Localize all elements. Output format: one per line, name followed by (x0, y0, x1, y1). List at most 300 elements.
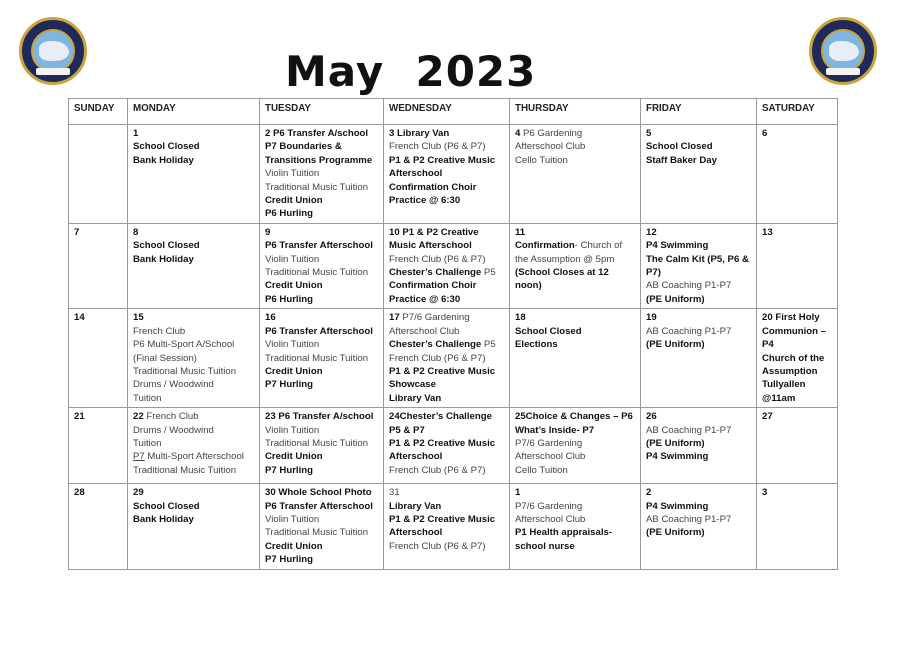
event-text: Confirmation Choir (389, 181, 477, 193)
event-line (389, 424, 505, 437)
event-text: Practice @ 6:30 (389, 293, 461, 305)
event-line (389, 500, 505, 513)
event-line (389, 526, 505, 539)
event-text: school nurse (515, 540, 575, 552)
day-cell (510, 484, 641, 569)
event-text-rest: P6 Gardening (520, 128, 583, 139)
week-row (69, 125, 838, 224)
event-text: Practice @ 6:30 (389, 195, 461, 207)
event-line (133, 365, 255, 378)
event-text: P1 & P2 Creative Music (389, 437, 496, 449)
event-line (389, 450, 505, 463)
event-text: 13 (762, 226, 773, 238)
day-number-line (389, 226, 505, 239)
event-line (265, 513, 379, 526)
event-line (265, 464, 379, 477)
day-header: THURSDAY (510, 99, 641, 125)
day-number-line (74, 311, 123, 324)
school-crest-left (19, 17, 87, 85)
event-line (762, 378, 833, 391)
event-text: P1 & P2 Creative Music (389, 154, 496, 166)
event-text: P7 Hurling (265, 464, 313, 476)
event-text: P7/6 Gardening (515, 437, 583, 449)
event-line (646, 279, 752, 292)
day-cell (260, 125, 384, 224)
day-cell (641, 408, 757, 484)
event-line (646, 450, 752, 463)
day-number-line (74, 486, 123, 499)
event-line (515, 154, 636, 167)
event-line (515, 513, 636, 526)
event-text: Afterschool Club (515, 451, 586, 463)
event-text: P7 Boundaries & (265, 141, 342, 153)
event-text: Afterschool (389, 451, 443, 463)
event-line (646, 154, 752, 167)
event-text: Violin Tuition (265, 339, 320, 351)
event-line (515, 526, 636, 539)
event-line (133, 500, 255, 513)
event-text: Afterschool Club (515, 141, 586, 153)
event-text: Tullyallen (762, 379, 806, 391)
event-line (646, 437, 752, 450)
day-number-line (133, 226, 255, 239)
day-cell (757, 309, 838, 408)
event-line (265, 378, 379, 391)
day-number-line (265, 127, 379, 140)
event-line (762, 392, 833, 405)
day-number-line (265, 410, 379, 423)
event-line (265, 540, 379, 553)
event-text: AB Coaching P1-P7 (646, 424, 732, 436)
event-line (265, 553, 379, 566)
event-text: AB Coaching P1-P7 (646, 280, 732, 292)
day-number-line (515, 410, 636, 423)
event-text: French Club (P6 & P7) (389, 464, 486, 476)
event-line (133, 437, 255, 450)
day-cell (128, 223, 260, 308)
event-text: Violin Tuition (265, 168, 320, 180)
day-number-line (133, 410, 255, 423)
event-line (265, 140, 379, 153)
event-text: Confirmation (515, 240, 575, 252)
event-text: 3 Library Van (389, 128, 450, 139)
day-cell (757, 223, 838, 308)
event-line (389, 392, 505, 405)
event-text: 25Choice & Changes – P6 (515, 411, 633, 423)
event-text: Library Van (389, 392, 442, 404)
event-line (265, 167, 379, 180)
day-cell (69, 309, 128, 408)
day-number-line (646, 486, 752, 499)
event-text: P4 Swimming (646, 500, 709, 512)
event-text: 17 (389, 312, 400, 324)
event-text: 2 P6 Transfer A/school (265, 128, 369, 139)
event-text: AB Coaching P1-P7 (646, 513, 732, 525)
event-text: P7 Hurling (265, 379, 313, 391)
event-text: (PE Uniform) (646, 437, 705, 449)
event-line (389, 167, 505, 180)
event-line (389, 540, 505, 553)
day-header: TUESDAY (260, 99, 384, 125)
event-text: the Assumption @ 5pm (515, 253, 615, 265)
event-line (389, 239, 505, 252)
day-cell (260, 223, 384, 308)
event-line (133, 239, 255, 252)
event-line (265, 293, 379, 306)
event-line (515, 338, 636, 351)
day-cell (510, 125, 641, 224)
calendar-grid (68, 98, 838, 570)
day-header: SATURDAY (757, 99, 838, 125)
day-cell (384, 309, 510, 408)
event-line (133, 378, 255, 391)
event-text: 24Chester’s Challenge (389, 411, 492, 423)
event-line (265, 181, 379, 194)
event-text: 18 (515, 312, 526, 324)
day-number-line (762, 127, 833, 140)
day-number-line (646, 410, 752, 423)
event-text: Staff Baker Day (646, 154, 717, 166)
event-line (515, 450, 636, 463)
event-text: 2 (646, 487, 652, 499)
week-row (69, 223, 838, 308)
event-text: 16 (265, 312, 276, 324)
day-cell (69, 223, 128, 308)
event-text: French Club (P6 & P7) (389, 540, 486, 552)
event-text-rest: - Church of (574, 240, 623, 252)
event-text: School Closed (133, 141, 200, 153)
event-text: Tuition (133, 392, 162, 404)
event-text: 12 (646, 226, 657, 238)
day-number-line (389, 311, 505, 324)
event-text: 1 (133, 128, 139, 139)
event-line (515, 266, 636, 279)
day-cell (128, 309, 260, 408)
event-text: 20 First Holy (762, 312, 820, 324)
event-text: Confirmation Choir (389, 280, 477, 292)
event-text: P7) (646, 267, 661, 279)
day-number-line (389, 127, 505, 140)
event-text: Music Afterschool (389, 240, 472, 252)
event-text: (School Closes at 12 (515, 267, 609, 279)
event-line (515, 325, 636, 338)
day-number-line (762, 410, 833, 423)
event-text: 9 (265, 226, 271, 238)
event-line (389, 378, 505, 391)
event-text: 23 P6 Transfer A/school (265, 411, 374, 423)
event-line (389, 279, 505, 292)
event-text: The Calm Kit (P5, P6 & (646, 253, 749, 265)
day-number-line (265, 226, 379, 239)
event-text: 6 (762, 128, 768, 139)
event-text: 7 (74, 226, 80, 238)
event-text: School Closed (515, 325, 582, 337)
event-text: P4 Swimming (646, 240, 709, 252)
event-text: 5 (646, 128, 652, 139)
event-line (389, 338, 505, 351)
event-text: AB Coaching P1-P7 (646, 325, 732, 337)
event-line (389, 513, 505, 526)
event-text: Drums / Woodwind (133, 379, 214, 391)
event-line (646, 526, 752, 539)
event-line (389, 266, 505, 279)
day-cell (384, 125, 510, 224)
day-cell (384, 223, 510, 308)
day-number-line (74, 226, 123, 239)
event-text: School Closed (133, 500, 200, 512)
event-text: (PE Uniform) (646, 339, 705, 351)
day-number-line (762, 311, 833, 324)
day-cell (128, 484, 260, 569)
day-cell (69, 408, 128, 484)
day-cell (510, 309, 641, 408)
event-text: P7/6 Gardening (515, 500, 583, 512)
event-text: Afterschool (389, 168, 443, 180)
day-cell (260, 408, 384, 484)
event-line (133, 352, 255, 365)
event-line (265, 365, 379, 378)
event-line (265, 279, 379, 292)
event-line (515, 437, 636, 450)
day-cell (384, 484, 510, 569)
event-text: 28 (74, 487, 85, 499)
day-cell (757, 484, 838, 569)
event-line (133, 140, 255, 153)
event-line (646, 325, 752, 338)
day-cell (510, 408, 641, 484)
event-text: @11am (762, 392, 796, 404)
event-text: Traditional Music Tuition (133, 365, 237, 377)
event-line (133, 154, 255, 167)
event-text: 3 (762, 487, 768, 499)
event-text: 30 Whole School Photo (265, 487, 372, 499)
weekday-header-row (69, 99, 838, 125)
event-text: P6 Hurling (265, 293, 313, 305)
event-line (389, 437, 505, 450)
day-number-line (515, 127, 636, 140)
day-number-line (265, 311, 379, 324)
event-text: Communion – (762, 325, 826, 337)
event-line (265, 424, 379, 437)
event-text: Afterschool (389, 527, 443, 539)
day-number-line (515, 226, 636, 239)
event-line (265, 253, 379, 266)
event-line (389, 293, 505, 306)
event-line (133, 464, 255, 477)
event-text: Showcase (389, 379, 436, 391)
event-text: Credit Union (265, 195, 323, 207)
day-cell (641, 223, 757, 308)
event-text: French Club (P6 & P7) (389, 253, 486, 265)
day-number-line (762, 486, 833, 499)
event-text: Chester’s Challenge (389, 339, 482, 351)
event-line (265, 266, 379, 279)
event-text: P5 & P7 (389, 424, 425, 436)
event-text: Credit Union (265, 451, 323, 463)
event-line (515, 424, 636, 437)
day-cell (260, 309, 384, 408)
event-text: Bank Holiday (133, 154, 194, 166)
day-cell (128, 408, 260, 484)
event-text-rest: French Club (143, 411, 199, 423)
event-text: What’s Inside- P7 (515, 424, 595, 436)
day-header: FRIDAY (641, 99, 757, 125)
day-header: WEDNESDAY (384, 99, 510, 125)
event-text: 26 (646, 411, 657, 423)
day-cell (260, 484, 384, 569)
event-text: (PE Uniform) (646, 293, 705, 305)
event-line (762, 325, 833, 338)
event-line (133, 450, 255, 463)
event-line (265, 207, 379, 220)
week-row (69, 309, 838, 408)
event-text: noon) (515, 280, 542, 292)
day-number-line (389, 486, 505, 499)
event-text: Traditional Music Tuition (265, 352, 369, 364)
event-line (389, 325, 505, 338)
event-text: Violin Tuition (265, 513, 320, 525)
event-text: Assumption (762, 365, 818, 377)
event-text: French Club (P6 & P7) (389, 352, 486, 364)
event-line (646, 500, 752, 513)
event-text: P1 & P2 Creative Music (389, 513, 496, 525)
event-text: 21 (74, 411, 85, 423)
event-text: School Closed (646, 141, 713, 153)
event-text: 1 (515, 487, 521, 499)
day-cell (641, 309, 757, 408)
event-text: Church of the (762, 352, 825, 364)
event-text-rest: P7/6 Gardening (399, 312, 470, 324)
event-text: Chester’s Challenge (389, 267, 482, 279)
day-number-line (646, 226, 752, 239)
event-line (646, 293, 752, 306)
event-text: (PE Uniform) (646, 527, 705, 539)
day-cell (510, 223, 641, 308)
event-text: (Final Session) (133, 352, 197, 364)
event-line (265, 154, 379, 167)
event-line (646, 513, 752, 526)
event-line (133, 392, 255, 405)
week-row (69, 484, 838, 569)
day-cell (757, 408, 838, 484)
event-line (265, 437, 379, 450)
event-line (389, 253, 505, 266)
day-cell (641, 484, 757, 569)
event-line (389, 464, 505, 477)
event-line (515, 464, 636, 477)
day-cell (128, 125, 260, 224)
event-text: 31 (389, 487, 400, 499)
event-text-rest: P5 (481, 339, 496, 351)
event-text: 27 (762, 411, 773, 423)
day-number-line (515, 486, 636, 499)
day-number-line (646, 311, 752, 324)
event-text: P6 Transfer Afterschool (265, 500, 373, 512)
event-text: Bank Holiday (133, 513, 194, 525)
event-text: Bank Holiday (133, 253, 194, 265)
event-text-rest: P5 (481, 267, 496, 279)
event-text: Afterschool Club (389, 325, 460, 337)
event-line (265, 194, 379, 207)
event-text: Cello Tuition (515, 154, 568, 166)
event-line (265, 338, 379, 351)
day-header: MONDAY (128, 99, 260, 125)
event-line (265, 239, 379, 252)
event-line (389, 140, 505, 153)
event-text: 14 (74, 312, 85, 324)
day-cell (69, 484, 128, 569)
event-text: P1 & P2 Creative Music (389, 365, 496, 377)
event-text: Traditional Music Tuition (265, 437, 369, 449)
event-text: Tuition (133, 437, 162, 449)
event-line (646, 253, 752, 266)
event-text: Credit Union (265, 280, 323, 292)
event-text: P6 Transfer Afterschool (265, 240, 373, 252)
event-line (389, 194, 505, 207)
event-text: P7 Hurling (265, 554, 313, 566)
event-text: 4 (515, 128, 521, 139)
event-text: Traditional Music Tuition (133, 464, 237, 476)
event-text: P6 Hurling (265, 208, 313, 220)
event-text: P6 Multi-Sport A/School (133, 339, 235, 351)
event-line (265, 450, 379, 463)
event-text: French Club (133, 325, 186, 337)
event-text: 8 (133, 226, 139, 238)
event-text: P7 (133, 451, 145, 463)
event-text: French Club (P6 & P7) (389, 141, 486, 153)
event-text: Violin Tuition (265, 253, 320, 265)
day-cell (69, 125, 128, 224)
event-text: Elections (515, 339, 558, 351)
week-row (69, 408, 838, 484)
event-text: P6 Transfer Afterschool (265, 325, 373, 337)
event-line (265, 526, 379, 539)
event-text: Transitions Programme (265, 154, 373, 166)
event-line (515, 500, 636, 513)
event-text: School Closed (133, 240, 200, 252)
event-line (265, 500, 379, 513)
event-text: Afterschool Club (515, 513, 586, 525)
day-cell (757, 125, 838, 224)
event-text: Traditional Music Tuition (265, 267, 369, 279)
school-crest-right (809, 17, 877, 85)
event-text: Violin Tuition (265, 424, 320, 436)
event-line (762, 365, 833, 378)
event-line (133, 253, 255, 266)
event-line (646, 266, 752, 279)
day-number-line (389, 410, 505, 423)
event-text: 11 (515, 226, 526, 238)
day-number-line (74, 410, 123, 423)
day-number-line (646, 127, 752, 140)
event-line (389, 365, 505, 378)
event-text: Traditional Music Tuition (265, 527, 369, 539)
event-text: P4 (762, 339, 774, 351)
day-number-line (133, 311, 255, 324)
event-text: P4 Swimming (646, 451, 709, 463)
event-text: 29 (133, 487, 144, 499)
event-line (389, 154, 505, 167)
event-text: P1 Health appraisals- (515, 527, 613, 539)
event-text: Cello Tuition (515, 464, 568, 476)
event-line (133, 325, 255, 338)
event-text: Drums / Woodwind (133, 424, 214, 436)
event-line (515, 140, 636, 153)
event-text: Credit Union (265, 365, 323, 377)
event-text: Credit Union (265, 540, 323, 552)
event-line (515, 279, 636, 292)
event-line (133, 513, 255, 526)
